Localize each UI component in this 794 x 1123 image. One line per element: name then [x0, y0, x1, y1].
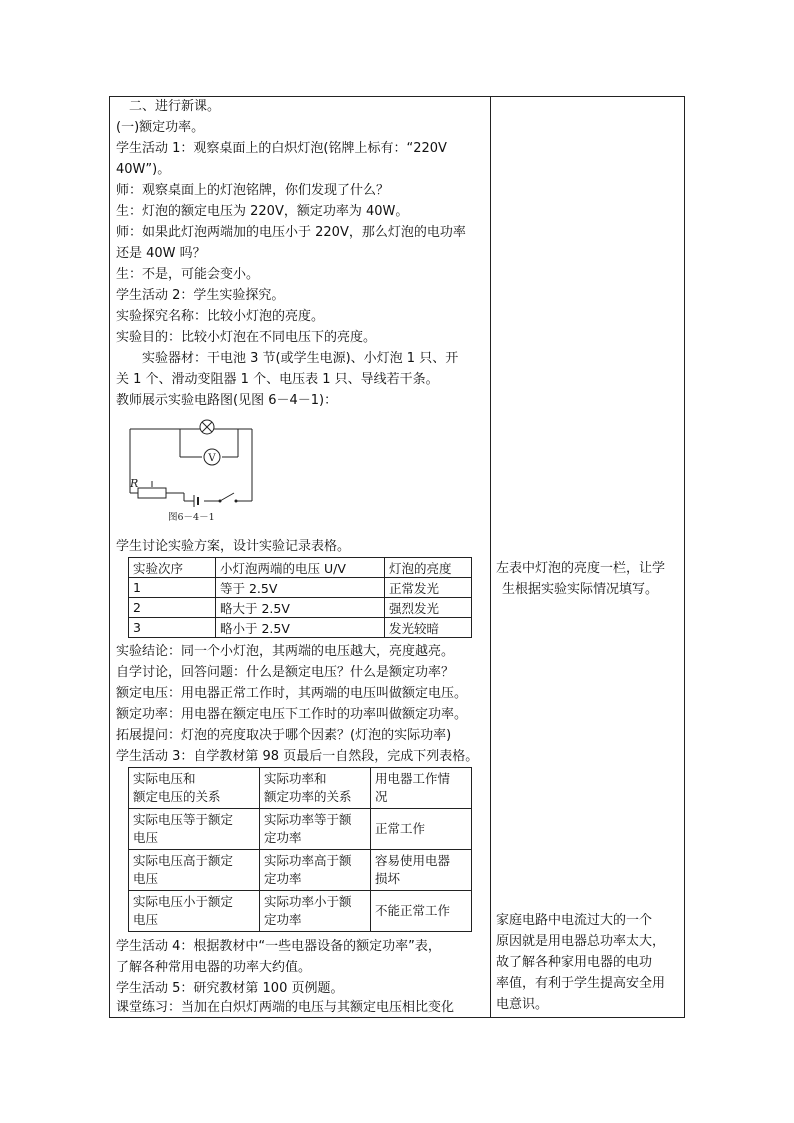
text-line: 关 1 个、滑动变阻器 1 个、电压表 1 只、导线若干条。: [116, 372, 439, 387]
text-line: 学生活动 5：研究教材第 100 页例题。: [116, 981, 344, 996]
table-cell: 实际功率和 额定功率的关系: [260, 768, 371, 809]
text-line: 实验结论：同一个小灯泡，其两端的电压越大，亮度越亮。: [116, 644, 455, 659]
table-cell: 容易使用电器 损坏: [371, 850, 472, 891]
text-line: 还是 40W 吗？: [116, 246, 206, 261]
table-row: [129, 618, 472, 638]
table-header-row: [129, 768, 472, 809]
text-line: 学生讨论实验方案，设计实验记录表格。: [116, 539, 351, 554]
table-cell: 实际功率等于额 定功率: [260, 809, 371, 850]
text-line: (一)额定功率。: [116, 120, 205, 135]
experiment-table: [128, 557, 472, 638]
text-line: 实验器材：干电池 3 节(或学生电源)、小灯泡 1 只、开: [116, 351, 459, 366]
table-cell: 实际功率高于额 定功率: [260, 850, 371, 891]
text-line: 教师展示实验电路图(见图 6－4－1)：: [116, 393, 338, 408]
table-cell: 正常发光: [385, 578, 472, 598]
text-line: 额定功率：用电器在额定电压下工作时的功率叫做额定功率。: [116, 707, 468, 722]
text-line: 学生活动 1：观察桌面上的白炽灯泡(铭牌上标有：“220V: [116, 141, 447, 156]
text-line: 课堂练习：当加在白炽灯两端的电压与其额定电压相比变化: [116, 1000, 455, 1015]
text-line: 二、进行新课。: [116, 99, 221, 114]
table-cell: 用电器工作情 况: [371, 768, 472, 809]
table-cell: 灯泡的亮度: [385, 558, 472, 578]
note-line: 左表中灯泡的亮度一栏，让学: [496, 561, 666, 576]
table-cell: 不能正常工作: [371, 891, 472, 932]
table-cell: 等于 2.5V: [216, 578, 385, 598]
text-line: 师：如果此灯泡两端加的电压小于 220V，那么灯泡的电功率: [116, 225, 466, 240]
text-line: 40W”)。: [116, 162, 171, 177]
note-line: 原因就是用电器总功率太大，: [496, 934, 666, 949]
text-line: 生：灯泡的额定电压为 220V，额定功率为 40W。: [116, 204, 409, 219]
text-line: 自学讨论，回答问题：什么是额定电压？什么是额定功率？: [116, 665, 455, 680]
table-cell: 实际电压和 额定电压的关系: [129, 768, 260, 809]
lesson-table-frame: [109, 96, 685, 1018]
power-relation-table: [128, 767, 472, 932]
table-header-row: [129, 558, 472, 578]
resistor-label: R: [130, 477, 139, 490]
table-cell: 实际电压高于额定 电压: [129, 850, 260, 891]
table-row: [129, 809, 472, 850]
text-line: 了解各种常用电器的功率大约值。: [116, 960, 312, 975]
table-cell: 实际电压小于额定 电压: [129, 891, 260, 932]
table-cell: 1: [129, 578, 216, 598]
table-cell: 发光较暗: [385, 618, 472, 638]
table-cell: 实际电压等于额定 电压: [129, 809, 260, 850]
table-cell: 2: [129, 598, 216, 618]
text-line: 实验目的：比较小灯泡在不同电压下的亮度。: [116, 330, 377, 345]
table-cell: 实际功率小于额 定功率: [260, 891, 371, 932]
circuit-caption: 图6－4－1: [168, 512, 215, 523]
column-divider: [490, 97, 491, 1017]
table-cell: 强烈发光: [385, 598, 472, 618]
text-line: 生：不是，可能会变小。: [116, 267, 260, 282]
voltmeter-label: V: [208, 453, 216, 464]
note-line: 生根据实验实际情况填写。: [502, 582, 659, 597]
table-row: [129, 598, 472, 618]
table-cell: 正常工作: [371, 809, 472, 850]
table-cell: 小灯泡两端的电压 U/V: [216, 558, 385, 578]
text-line: 实验探究名称：比较小灯泡的亮度。: [116, 309, 325, 324]
table-cell: 3: [129, 618, 216, 638]
resistor-symbol: [138, 488, 166, 498]
table-cell: 实验次序: [129, 558, 216, 578]
table-row: [129, 578, 472, 598]
text-line: 师：观察桌面上的灯泡铭牌，你们发现了什么？: [116, 183, 390, 198]
table-cell: 略大于 2.5V: [216, 598, 385, 618]
circuit-diagram: [124, 417, 264, 527]
text-line: 额定电压：用电器正常工作时，其两端的电压叫做额定电压。: [116, 686, 468, 701]
note-line: 家庭电路中电流过大的一个: [496, 913, 653, 928]
note-line: 电意识。: [496, 997, 549, 1012]
text-line: 学生活动 4：根据教材中“一些电器设备的额定功率”表，: [116, 939, 441, 954]
table-row: [129, 891, 472, 932]
text-line: 拓展提问：灯泡的亮度取决于哪个因素？(灯泡的实际功率): [116, 728, 452, 743]
text-line: 学生活动 2：学生实验探究。: [116, 288, 285, 303]
table-row: [129, 850, 472, 891]
note-line: 故了解各种家用电器的电功: [496, 955, 653, 970]
note-line: 率值，有利于学生提高安全用: [496, 976, 666, 991]
text-line: 学生活动 3：自学教材第 98 页最后一自然段，完成下列表格。: [116, 749, 479, 764]
table-cell: 略小于 2.5V: [216, 618, 385, 638]
